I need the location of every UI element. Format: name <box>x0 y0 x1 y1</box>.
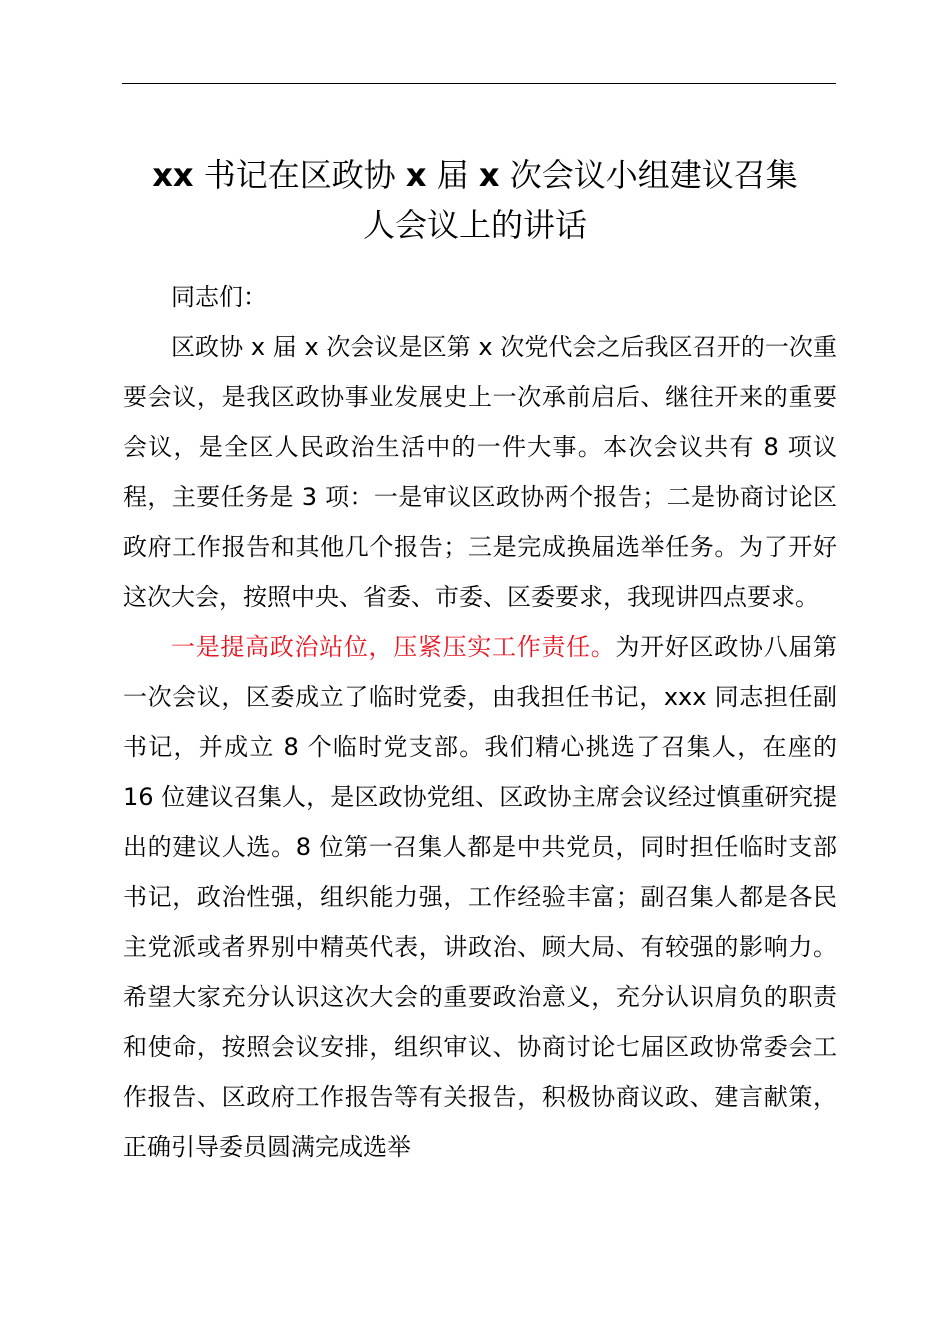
document-title <box>100 150 850 250</box>
title-placeholder-x: x <box>405 156 427 194</box>
paragraph-intro: 区政协 x 届 x 次会议是区第 x 次党代会之后我区召开的一次重要会议，是我区政协事业发展史上一次承前启后、继往开来的重要会议，是全区人民政治生活中的一件大事。本次会议共有 8 项议程，主要任务是 3 项：一是审议区政协两个报告；二是协商讨论区政府工作报告和其他几个报告；三是完成换届选举任务。为了开好这次大会，按照中央、省委、市委、区委要求，我现讲四点要求。 <box>123 333 837 611</box>
salutation: 同志们： <box>171 283 267 311</box>
title-placeholder-x: x <box>478 156 500 194</box>
title-placeholder-xx: xx <box>152 156 194 194</box>
paragraph-point-1 <box>123 622 837 1172</box>
title-line-1 <box>100 150 850 200</box>
title-line-2: 人会议上的讲话 <box>362 206 587 244</box>
point-1-heading: 一是提高政治站位，压紧压实工作责任。 <box>171 633 616 661</box>
title-text: 书记在区政协 <box>193 156 406 194</box>
point-1-text: 为开好区政协八届第一次会议，区委成立了临时党委，由我担任书记，xxx 同志担任副书记，并成立 8 个临时党支部。我们精心挑选了召集人，在座的 16 位建议召集人，是区政协党组、区政协主席会议经过慎重研究提出的建议人选。8 位第一召集人都是中共党员，同时担任临时支部书记，政治性强，组织能力强，工作经验丰富；副召集人都是各民主党派或者界别中精英代表，讲政治、顾大局、有较强的影响力。希望大家充分认识这次大会的重要政治意义，充分认识肩负的职责和使命，按照会议安排，组织审议、协商讨论七届区政协常委会工作报告、区政府工作报告等有关报告，积极协商议政、建言献策，正确引导委员圆满完成选举 <box>123 633 838 1161</box>
title-text: 届 <box>426 156 479 194</box>
document-body <box>123 272 837 1172</box>
title-text: 次会议小组建议召集 <box>499 156 798 194</box>
header-rule <box>122 83 836 84</box>
